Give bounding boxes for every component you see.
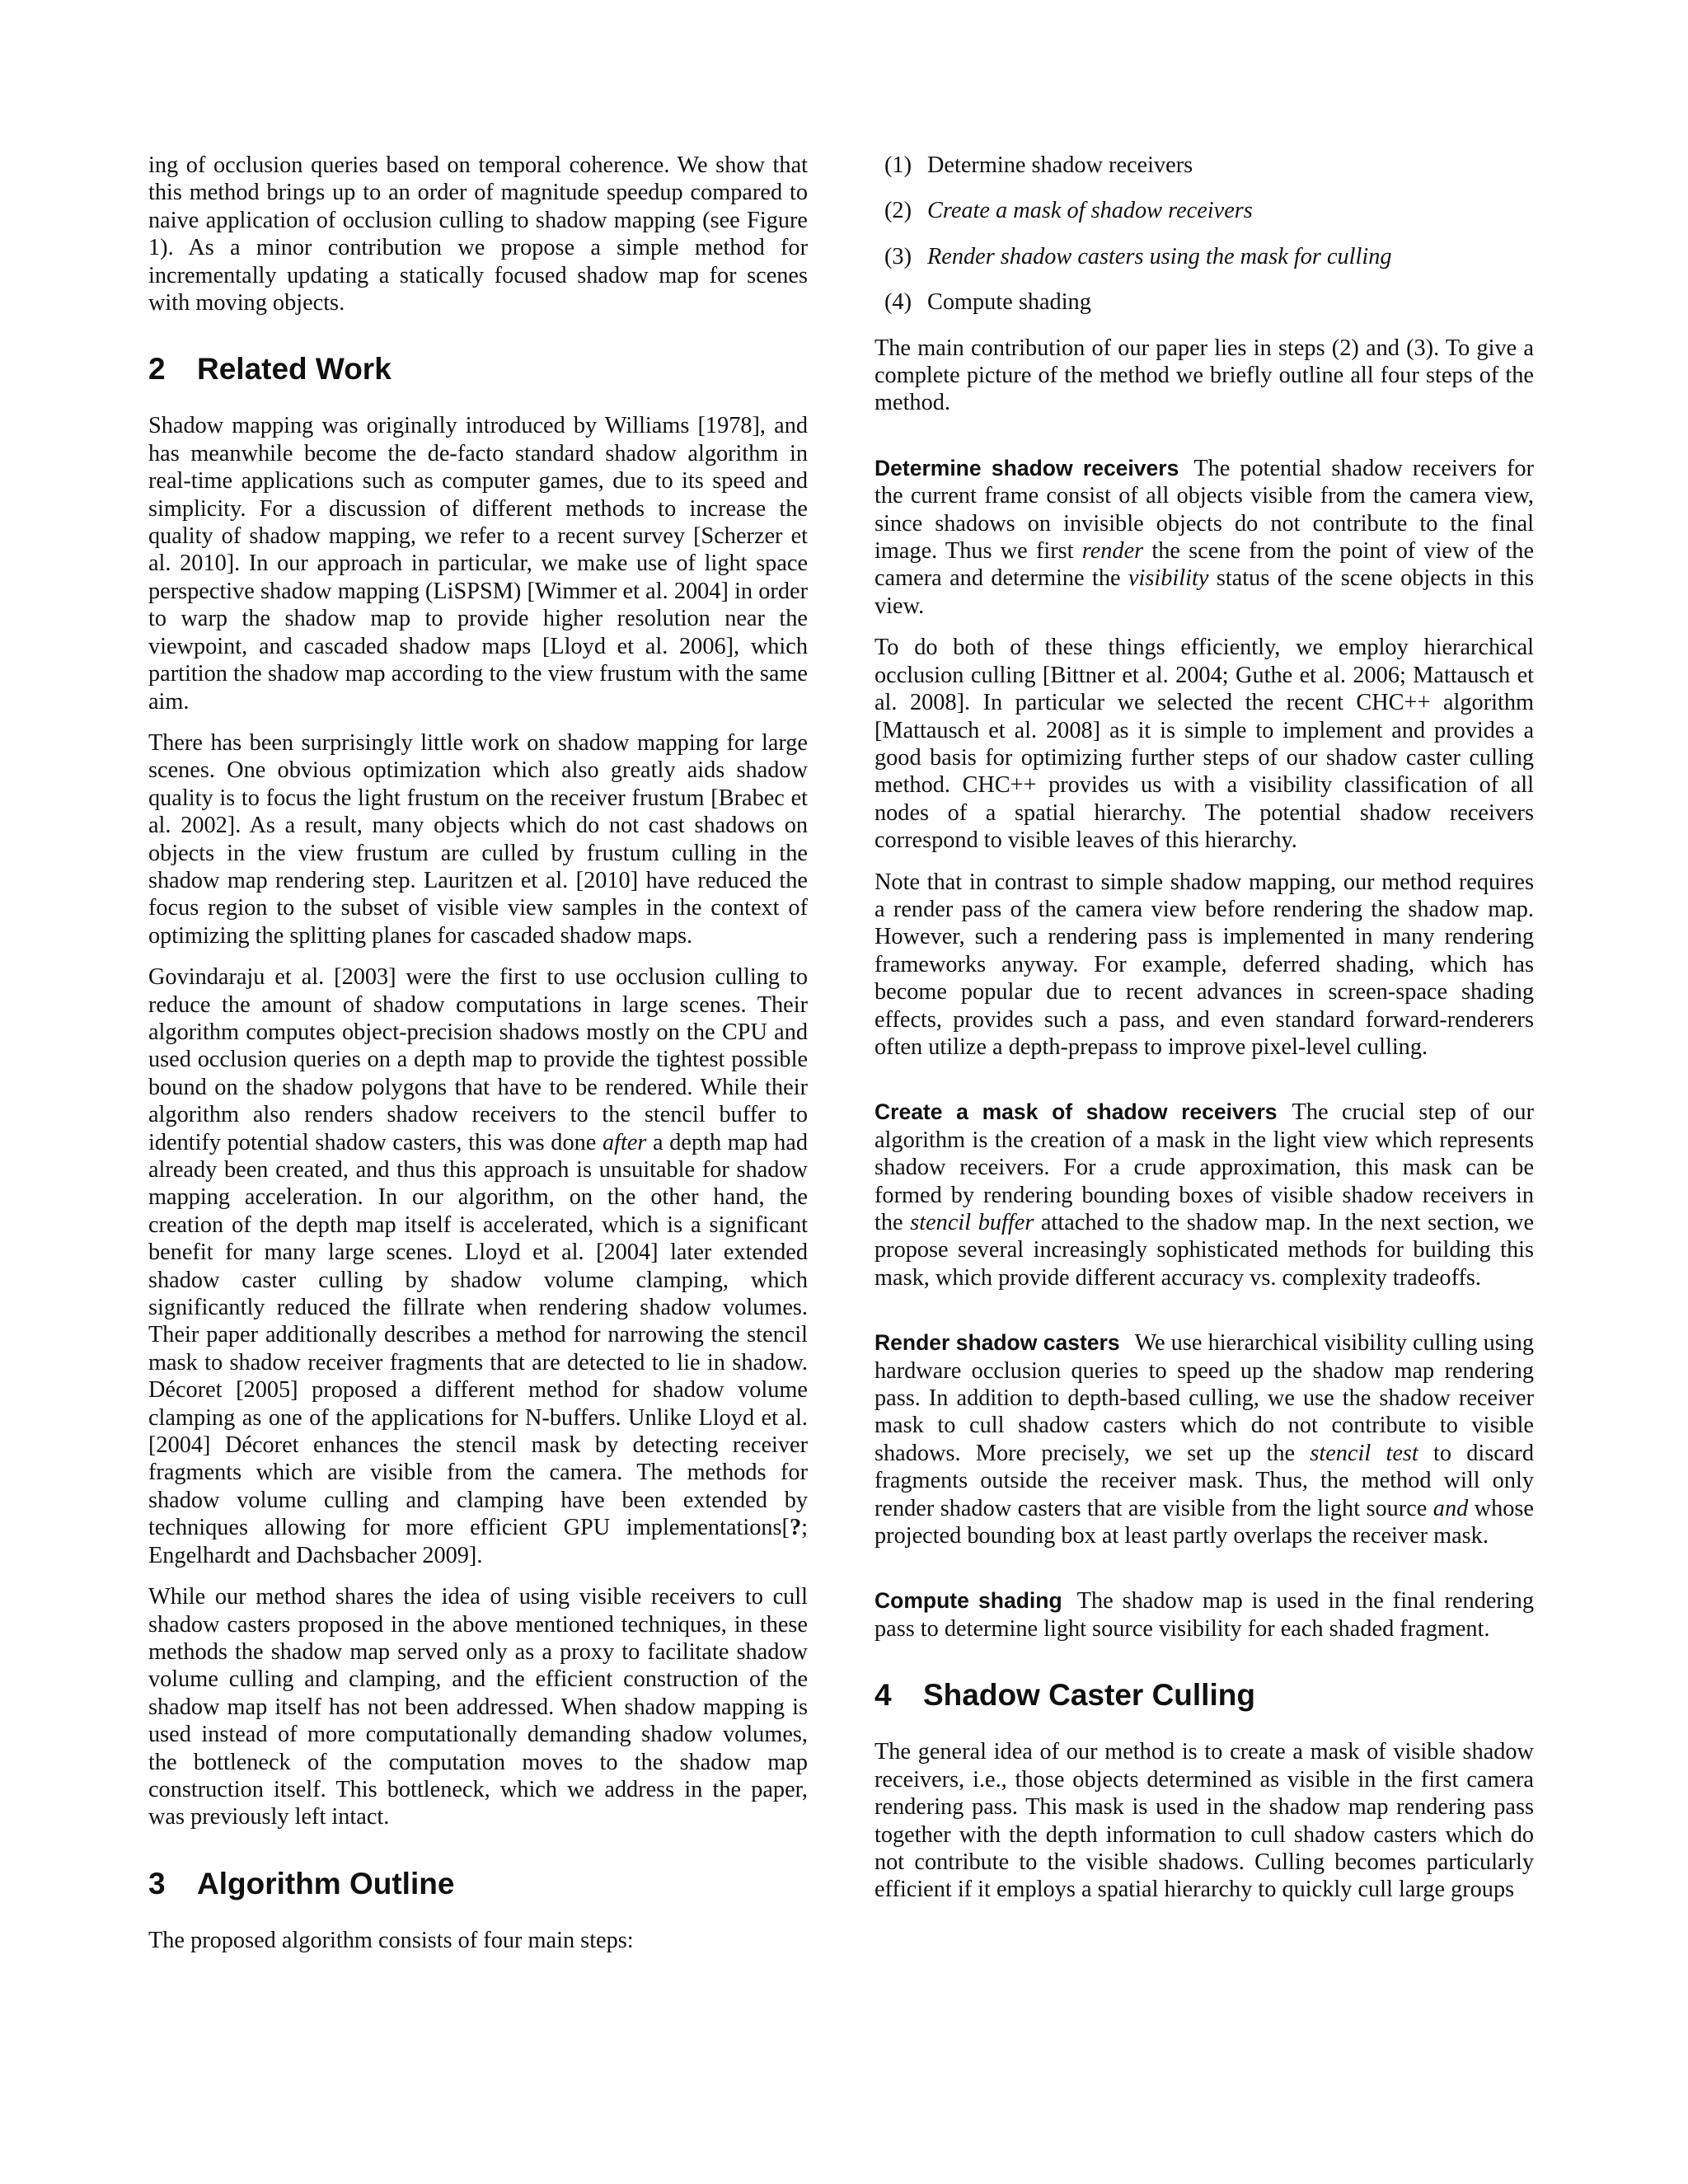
step-text: Determine shadow receivers xyxy=(927,152,1193,178)
emphasis: stencil test xyxy=(1310,1440,1418,1466)
step-text: Create a mask of shadow receivers xyxy=(927,198,1253,224)
related-work-paragraph-1: Shadow mapping was originally introduced by Williams [1978], and has meanwhile become the de-facto standard shadow algorithm in real-time applications such as computer games, due to its speed and simplicity. For a discussion of different methods to increase the quality of shadow mapping, we refer to a recent survey [Scherzer et al. 2010]. In our approach in particular, we make use of light space perspective shadow mapping (LiSPSM) [Wimmer et al. 2004] in order to warp the shadow map to provide higher resolution near the viewpoint, and cascaded shadow maps [Lloyd et al. 2006], which partition the shadow map according to the view frustum with the same aim. xyxy=(148,413,808,715)
text-run: The crucial step of our algorithm is the creation of a mask in the light view which represents shadow receivers. For a crude approximation, this mask can be formed by rendering bounding boxes of visible shadow receivers in the xyxy=(874,1099,1534,1235)
intro-paragraph: ing of occlusion queries based on temporal coherence. We show that this method brings up to an order of magnitude speedup compared to naive application of occlusion culling to shadow mapping (see Figure 1). As a minor contribution we propose a simple method for incrementally updating a statically focused shadow map for scenes with moving objects. xyxy=(148,152,808,316)
text-run: Govindaraju et al. [2003] were the first to use occlusion culling to reduce the amount of shadow computations in large scenes. Their algorithm computes object-precision shadows mostly on the CPU and used occlusion queries on a depth map to provide the tightest possible bound on the shadow polygons that have to be rendered. While their algorithm also renders shadow receivers to the stencil buffer to identify potential shadow casters, this was done xyxy=(148,964,808,1155)
right-column xyxy=(874,152,1534,1918)
section-number: 2 xyxy=(148,352,166,387)
emphasis: visibility xyxy=(1128,565,1209,592)
runin-heading: Compute shading xyxy=(874,1588,1062,1614)
text-run: whose projected bounding box at least partly overlaps the receiver mask. xyxy=(874,1495,1534,1549)
text-run: The shadow map is used in the final rendering pass to determine light source visibility for each shaded fragment. xyxy=(874,1588,1534,1642)
algorithm-outline-paragraph: The proposed algorithm consists of four main steps: xyxy=(148,1927,634,1953)
text-run: status of the scene objects in this view. xyxy=(874,565,1534,619)
related-work-paragraph-4: While our method shares the idea of using visible receivers to cull shadow casters proposed in the above mentioned techniques, in these methods the shadow map served only as a proxy to facilitate shadow volume culling and clamping, and the efficient construction of the shadow map itself has not been addressed. When shadow mapping is used instead of more computationally demanding shadow volumes, the bottleneck of the computation moves to the shadow map construction itself. This bottleneck, which we address in the paper, was previously left intact. xyxy=(148,1584,808,1830)
step-number: (2) xyxy=(884,198,912,224)
runin-heading: Render shadow casters xyxy=(874,1330,1120,1356)
render-casters-paragraph xyxy=(874,1329,1534,1549)
step-number: (1) xyxy=(884,152,912,178)
step-text: Compute shading xyxy=(927,289,1091,316)
emphasis: stencil buffer xyxy=(910,1210,1034,1235)
step-number: (3) xyxy=(884,243,912,269)
section-title: Related Work xyxy=(197,352,392,387)
section-title: Algorithm Outline xyxy=(197,1866,455,1900)
shadow-caster-culling-paragraph: The general idea of our method is to create a mask of visible shadow receivers, i.e., those objects determined as visible in the first camera rendering pass. This mask is used in the shadow map rendering pass together with the depth information to cull shadow casters which do not contribute to the visible shadows. Culling becomes particularly efficient if it employs a spatial hierarchy to quickly cull large groups xyxy=(874,1739,1534,1903)
emphasis: render xyxy=(1081,538,1144,565)
create-mask-paragraph xyxy=(874,1099,1534,1291)
section-heading-related-work xyxy=(148,351,808,387)
section-number: 4 xyxy=(874,1678,892,1713)
left-column xyxy=(148,152,808,1968)
related-work-paragraph-2: There has been surprisingly little work on shadow mapping for large scenes. One obvious optimization which also greatly aids shadow quality is to focus the light frustum on the receiver frustum [Brabec et al. 2002]. As a result, many objects which do not cast shadows on objects in the view frustum are culled by frustum culling in the shadow map rendering step. Lauritzen et al. [2010] have reduced the focus region to the subset of visible view samples in the context of optimizing the splitting planes for cascaded shadow maps. xyxy=(148,729,808,949)
emphasis: after xyxy=(602,1129,647,1155)
related-work-paragraph-3 xyxy=(148,963,808,1569)
list-item xyxy=(884,152,1534,179)
algorithm-steps-list xyxy=(874,152,1534,316)
text-run: The potential shadow receivers for the current frame consist of all objects visible from the camera view, since shadows on invisible objects do not contribute to the final image. Thus we first xyxy=(874,455,1534,565)
step-number: (4) xyxy=(884,289,912,316)
text-run: attached to the shadow map. In the next section, we propose several increasingly sophisticated methods for building this mask, which provide different accuracy vs. complexity tradeoffs. xyxy=(874,1210,1535,1291)
text-run: a depth map had already been created, and thus this approach is unsuitable for shadow mapping acceleration. In our algorithm, on the other hand, the creation of the depth map itself is accelerated, which is a significant benefit for many large scenes. Lloyd et al. [2004] later extended shadow caster culling by shadow volume clamping, which significantly reduced the fillrate when rendering shadow volumes. Their paper additionally describes a method for narrowing the stencil mask to shadow receiver fragments that are detected to lie in shadow. Décoret [2005] proposed a different method for shadow volume clamping as one of the applications for N-buffers. Unlike Lloyd et al. [2004] Décoret enhances the stencil mask by detecting receiver fragments which are visible from the camera. The methods for shadow volume culling and clamping have been extended by techniques allowing for more efficient GPU implementations[ xyxy=(148,1129,808,1541)
text-run: ; Engelhardt and Dachsbacher 2009]. xyxy=(148,1515,808,1568)
compute-shading-paragraph xyxy=(874,1587,1534,1643)
text-run: We use hierarchical visibility culling using hardware occlusion queries to speed up the shadow map rendering pass. In addition to depth-based culling, we use the shadow receiver mask to cull shadow casters which do not contribute to visible shadows. More precisely, we set up the xyxy=(874,1330,1534,1466)
section-heading-shadow-caster-culling xyxy=(874,1677,1534,1713)
list-item xyxy=(884,243,1534,270)
section-number: 3 xyxy=(148,1866,166,1900)
determine-receivers-paragraph xyxy=(874,455,1534,620)
runin-heading: Determine shadow receivers xyxy=(874,455,1179,480)
section-heading-algorithm-outline xyxy=(148,1866,808,1902)
missing-citation-mark: ? xyxy=(789,1515,802,1541)
runin-heading: Create a mask of shadow receivers xyxy=(874,1099,1278,1125)
step-text: Render shadow casters using the mask for culling xyxy=(927,243,1392,269)
render-pass-note-paragraph: Note that in contrast to simple shadow mapping, our method requires a render pass of the camera view before rendering the shadow map. However, such a rendering pass is implemented in many rendering frameworks anyway. For example, deferred shading, which has become popular due to recent advances in screen-space shading effects, provides such a pass, and even standard forward-renderers often utilize a depth-prepass to improve pixel-level culling. xyxy=(874,869,1534,1060)
hierarchical-culling-paragraph: To do both of these things efficiently, we employ hierarchical occlusion culling [Bittner et al. 2004; Guthe et al. 2006; Mattausch et al. 2008]. In particular we selected the recent CHC++ algorithm [Mattausch et al. 2008] as it is simple to implement and provides a good basis for optimizing further steps of our shadow caster culling method. CHC++ provides us with a visibility classification of all nodes of a spatial hierarchy. The potential shadow receivers correspond to visible leaves of this hierarchy. xyxy=(874,635,1534,854)
text-run: to discard fragments outside the receiver mask. Thus, the method will only render shadow casters that are visible from the light source xyxy=(874,1440,1534,1521)
list-item xyxy=(884,197,1534,224)
list-item xyxy=(884,288,1534,316)
emphasis: and xyxy=(1432,1495,1469,1521)
text-run: the scene from the point of view of the camera and determine the xyxy=(874,538,1535,592)
section-title: Shadow Caster Culling xyxy=(923,1678,1255,1713)
contribution-paragraph: The main contribution of our paper lies in steps (2) and (3). To give a complete picture of the method we briefly outline all four steps of the method. xyxy=(874,335,1534,416)
